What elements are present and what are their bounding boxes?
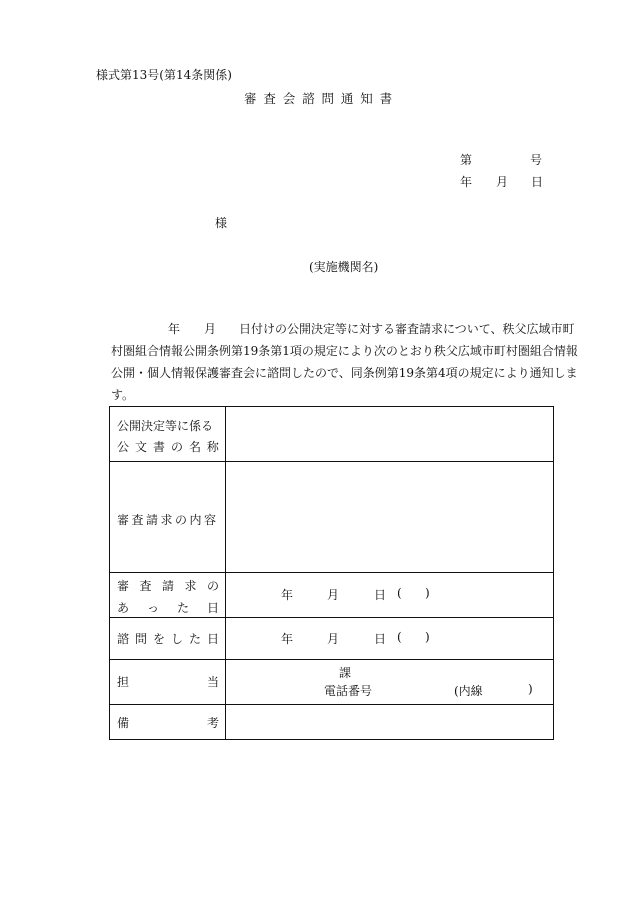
inquiry-date-day: 日 [374, 632, 387, 646]
label-remarks-text: 備 考 [117, 716, 219, 730]
label-contact [110, 659, 226, 704]
label-request-date [110, 572, 226, 617]
body-line-4: す。 [111, 388, 135, 402]
request-date-weekday-open: ( [397, 586, 402, 600]
date-month: 月 [496, 175, 509, 189]
body-line-1-text: 日付けの公開決定等に対する審査請求について、秩父広域市町 [239, 322, 575, 336]
label-document-name [110, 407, 226, 461]
date-day: 日 [531, 175, 544, 189]
label-request-content-text: 審査請求の内容 [117, 513, 219, 527]
field-inquiry-date[interactable] [226, 617, 553, 659]
body-line-3: 公開・個人情報保護審査会に諮問したので、同条例第19条第4項の規定により通知しま [111, 366, 578, 380]
request-date-weekday-close: ) [425, 586, 430, 600]
label-request-content [110, 461, 226, 572]
table-row-request-content [110, 461, 553, 573]
addressee-honorific: 様 [215, 216, 228, 230]
contact-extension-label: (内線 [454, 684, 483, 698]
document-number-suffix: 号 [530, 153, 543, 167]
field-document-name[interactable] [226, 407, 553, 461]
body-line-2: 村圏組合情報公開条例第19条第1項の規定により次のとおり秩父広域市町村圏組合情報 [111, 344, 578, 358]
label-remarks [110, 704, 226, 739]
document-title: 審査会諮問通知書 [244, 91, 400, 106]
field-request-date[interactable] [226, 572, 553, 617]
form-number: 様式第13号(第14条関係) [96, 68, 232, 82]
body-year: 年 [168, 322, 181, 336]
request-date-year: 年 [281, 588, 294, 602]
table-row-remarks [110, 704, 553, 739]
issuer-name: (実施機関名) [309, 260, 379, 274]
inquiry-date-month: 月 [327, 632, 340, 646]
inquiry-table [109, 406, 554, 740]
label-document-name-line1: 公開決定等に係る [117, 419, 214, 433]
label-document-name-line2: 公 文 書 の 名 称 [117, 440, 219, 454]
inquiry-date-weekday-open: ( [397, 630, 402, 644]
document-number-prefix: 第 [460, 153, 473, 167]
table-row-document-name [110, 407, 553, 462]
contact-extension-close: ) [528, 682, 533, 696]
inquiry-date-year: 年 [281, 632, 294, 646]
date-year: 年 [460, 175, 473, 189]
label-inquiry-date-text: 諮問をした日 [117, 632, 226, 646]
request-date-day: 日 [374, 588, 387, 602]
body-line-1 [111, 318, 581, 340]
label-request-date-line1: 審 査 請 求 の [117, 579, 219, 593]
contact-section: 課 [339, 666, 352, 680]
body-month: 月 [204, 322, 217, 336]
request-date-month: 月 [327, 588, 340, 602]
inquiry-date-weekday-close: ) [425, 630, 430, 644]
table-row-request-date [110, 572, 553, 618]
contact-phone-label: 電話番号 [324, 684, 373, 698]
table-row-inquiry-date [110, 617, 553, 660]
label-inquiry-date [110, 617, 226, 659]
field-request-content[interactable] [226, 461, 553, 572]
notice-body [111, 318, 581, 406]
field-contact[interactable] [226, 659, 553, 704]
field-remarks[interactable] [226, 704, 553, 739]
label-contact-text: 担 当 [117, 675, 219, 689]
label-request-date-line2: あ っ た 日 [117, 601, 219, 615]
table-row-contact [110, 659, 553, 705]
